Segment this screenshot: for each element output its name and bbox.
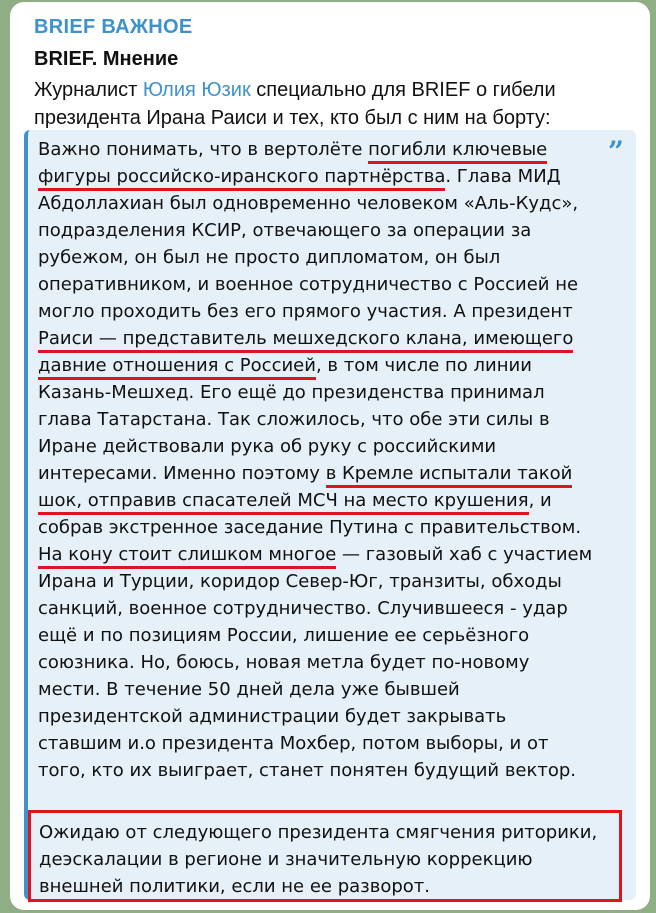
quote-line-21: мести. В течение 50 дней дела уже бывшей <box>38 679 460 700</box>
conclusion-line-2: деэскалации в регионе и значительную коррекцию <box>39 849 533 870</box>
quote-text <box>38 136 608 784</box>
quote-line-23: ставшим и.о президента Мохбер, потом выборы, и от <box>38 733 549 754</box>
author-link[interactable]: Юлия Юзик <box>142 79 251 101</box>
quote-icon: ” <box>607 135 624 168</box>
quote-line-4: подразделения КСИР, отвечающего за операции за <box>38 220 532 241</box>
quote-line-10: Казань-Мешхед. Его ещё до президенства принимал <box>38 382 545 403</box>
quote-line-18: санкций, военное сотрудничество. Случившееся - удар <box>38 598 568 619</box>
quote-block <box>24 130 636 900</box>
highlight-kremlin-shock: в Кремле испытали такой <box>326 463 573 488</box>
intro-line1-suffix: специально для BRIEF о гибели <box>250 79 556 101</box>
highlight-raisi-clan: Раиси — представитель мешхедского клана, имеющего <box>38 328 573 353</box>
channel-name[interactable]: BRIEF ВАЖНОЕ <box>34 16 193 38</box>
post-intro <box>34 76 634 132</box>
quote-line-6: оперативником, и военное сотрудничество с Россией не <box>38 274 579 295</box>
quote-line-12: Иране действовали рука об руку с российскими <box>38 436 497 457</box>
quote-line-20: союзника. Но, боюсь, новая метла будет по-новому <box>38 652 530 673</box>
quote-line-15: собрав экстренное заседание Путина с правительством. <box>38 517 582 538</box>
quote-line-3: Абдоллахиан был одновременно человеком «Аль-Кудс», <box>38 193 579 214</box>
quote-line-2b: . Глава МИД <box>445 166 561 187</box>
highlight-russia-relations: давние отношения с Россией <box>38 355 316 380</box>
quote-line-5: рубежом, он был не просто дипломатом, он был <box>38 247 501 268</box>
quote-line-19: ещё и по позициям России, лишение ее серьёзного <box>38 625 530 646</box>
quote-line-16b: — газовый хаб с участием <box>336 544 593 565</box>
highlight-key-figures: погибли ключевые <box>368 139 547 164</box>
post-heading: BRIEF. Мнение <box>34 48 179 70</box>
highlighted-conclusion-box <box>28 810 622 902</box>
conclusion-line-1: Ожидаю от следующего президента смягчения риторики, <box>39 822 598 843</box>
quote-line-7: могло проходить без его прямого участия. А президент <box>38 301 573 322</box>
quote-line-1a: Важно понимать, что в вертолёте <box>38 139 369 160</box>
highlight-rescuers: шок, отправив спасателей МСЧ на место крушения <box>38 490 529 515</box>
quote-line-24: того, кто их выиграет, станет понятен будущий вектор. <box>38 760 577 781</box>
quote-line-9b: , в том числе по линии <box>315 355 532 376</box>
conclusion-line-3: внешней политики, если не ее разворот. <box>39 876 430 897</box>
intro-prefix: Журналист <box>34 79 143 101</box>
intro-line2: президента Ирана Раиси и тех, кто был с ним на борту: <box>34 107 551 129</box>
quote-line-14b: , и <box>528 490 552 511</box>
highlight-stakes: На кону стоит слишком многое <box>38 544 336 569</box>
conclusion-text <box>39 819 619 900</box>
quote-line-17: Ирана и Турции, коридор Север-Юг, транзиты, обходы <box>38 571 562 592</box>
quote-line-13a: интересами. Именно поэтому <box>38 463 326 484</box>
highlight-partnership: фигуры российско-иранского партнёрства <box>38 166 445 191</box>
quote-line-22: президентской администрации будет закрывать <box>38 706 507 727</box>
quote-line-11: глава Татарстана. Так сложилось, что обе эти силы в <box>38 409 550 430</box>
